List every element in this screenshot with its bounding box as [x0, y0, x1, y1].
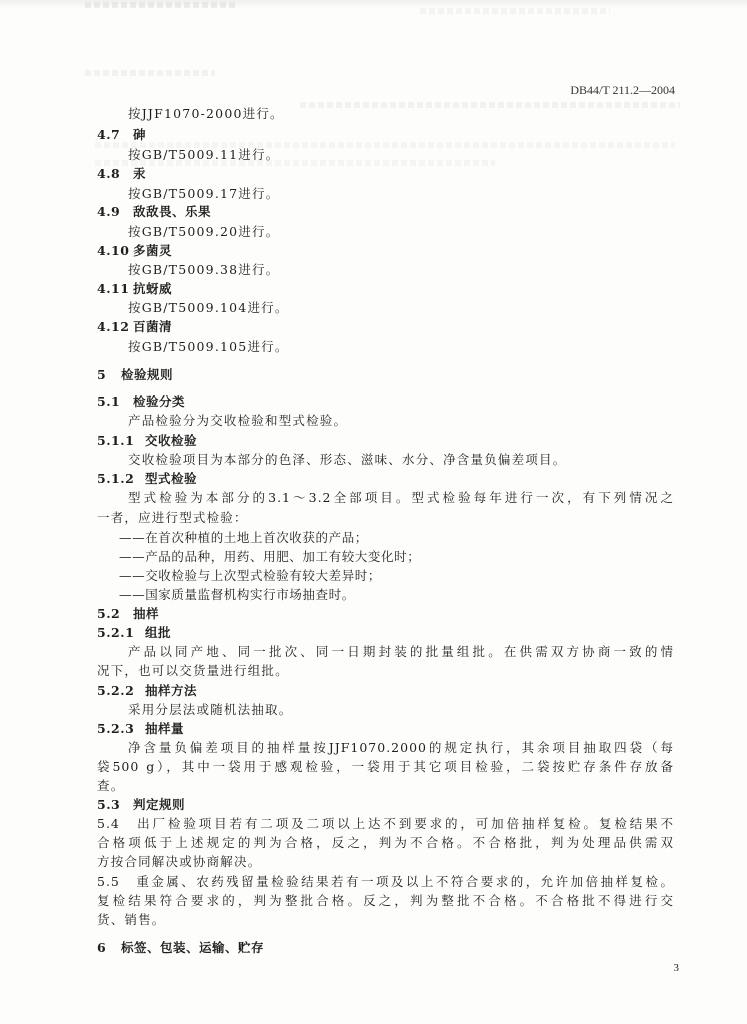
clause-text: 按JJF1070-2000进行。: [128, 106, 284, 121]
document-code: DB44/T 211.2—2004: [570, 83, 675, 97]
list-item: ——产品的品种，用药、用肥、加工有较大变化时；: [119, 549, 421, 564]
clause-text: 合格项低于上述规定的判为合格，反之，判为不合格。不合格批，判为处理品供需双: [97, 835, 674, 850]
section-heading-5: 5 检验规则: [97, 367, 174, 382]
clause-5-5-text: 5.5 重金属、农药残留量检验结果若有一项及以上不符合要求的，允许加倍抽样复检。: [97, 874, 674, 889]
clause-text: 净含量负偏差项目的抽样量按JJF1070.2000的规定执行，其余项目抽取四袋（每: [128, 740, 674, 755]
list-item: ——交收检验与上次型式检验有较大差异时；: [119, 568, 382, 583]
list-item: ——国家质量监督机构实行市场抽查时。: [119, 587, 355, 602]
clause-text: 况下，也可以交货量进行组批。: [97, 663, 289, 678]
section-heading-6: 6 标签、包装、运输、贮存: [97, 940, 265, 955]
clause-heading-5-2-2: 5.2.2 抽样方法: [97, 683, 198, 698]
clause-text: 复检结果符合要求的，判为整批合格。反之，判为整批不合格。不合格批不得进行交: [97, 893, 674, 908]
clause-5-4-text: 5.4 出厂检验项目若有二项及二项以上达不到要求的，可加倍抽样复检。复检结果不: [97, 816, 674, 831]
clause-heading-5-2: 5.2 抽样: [97, 606, 160, 621]
clause-heading-5-1-1: 5.1.1 交收检验: [97, 433, 198, 448]
clause-text: 按GB/T5009.105进行。: [128, 339, 289, 354]
clause-heading-5-2-1: 5.2.1 组批: [97, 625, 172, 640]
clause-heading-5-3: 5.3 判定规则: [97, 797, 186, 812]
clause-text: 按GB/T5009.11进行。: [128, 147, 280, 162]
clause-text: 型式检验为本部分的3.1～3.2全部项目。型式检验每年进行一次，有下列情况之: [128, 490, 674, 505]
bleed-through-text: [85, 70, 215, 76]
clause-text: 产品以同产地、同一批次、同一日期封装的批量组批。在供需双方协商一致的情: [128, 644, 674, 659]
page-number: 3: [673, 962, 679, 974]
bleed-through-text: [300, 102, 680, 108]
clause-heading-4-10: 4.10 多菌灵: [97, 243, 173, 258]
bleed-through-text: [85, 2, 235, 8]
clause-text: 按GB/T5009.38进行。: [128, 262, 280, 277]
clause-heading-4-11: 4.11 抗蚜威: [97, 281, 173, 296]
clause-heading-5-2-3: 5.2.3 抽样量: [97, 721, 185, 736]
clause-text: 交收检验项目为本部分的色泽、形态、滋味、水分、净含量负偏差项目。: [128, 452, 567, 467]
clause-text: 袋500 g），其中一袋用于感观检验，一袋用于其它项目检验，二袋按贮存条件存放备: [97, 759, 674, 774]
clause-heading-4-8: 4.8 汞: [97, 166, 147, 181]
clause-text: 按GB/T5009.104进行。: [128, 300, 289, 315]
clause-text: 货、销售。: [97, 912, 166, 927]
clause-text: 一者，应进行型式检验：: [97, 510, 248, 525]
clause-text: 按GB/T5009.17进行。: [128, 186, 280, 201]
clause-text: 采用分层法或随机法抽取。: [128, 702, 293, 717]
list-item: ——在首次种植的土地上首次收获的产品；: [119, 530, 368, 545]
clause-text: 产品检验分为交收检验和型式检验。: [128, 413, 348, 428]
clause-heading-4-9: 4.9 敌敌畏、乐果: [97, 204, 212, 219]
clause-heading-4-7: 4.7 砷: [97, 127, 147, 142]
clause-text: 查。: [97, 778, 125, 793]
clause-heading-5-1: 5.1 检验分类: [97, 394, 186, 409]
clause-text: 按GB/T5009.20进行。: [128, 224, 280, 239]
clause-heading-4-12: 4.12 百菌清: [97, 319, 173, 334]
bleed-through-text: [420, 8, 610, 14]
clause-text: 方按合同解决或协商解决。: [97, 854, 262, 869]
clause-heading-5-1-2: 5.1.2 型式检验: [97, 471, 198, 486]
